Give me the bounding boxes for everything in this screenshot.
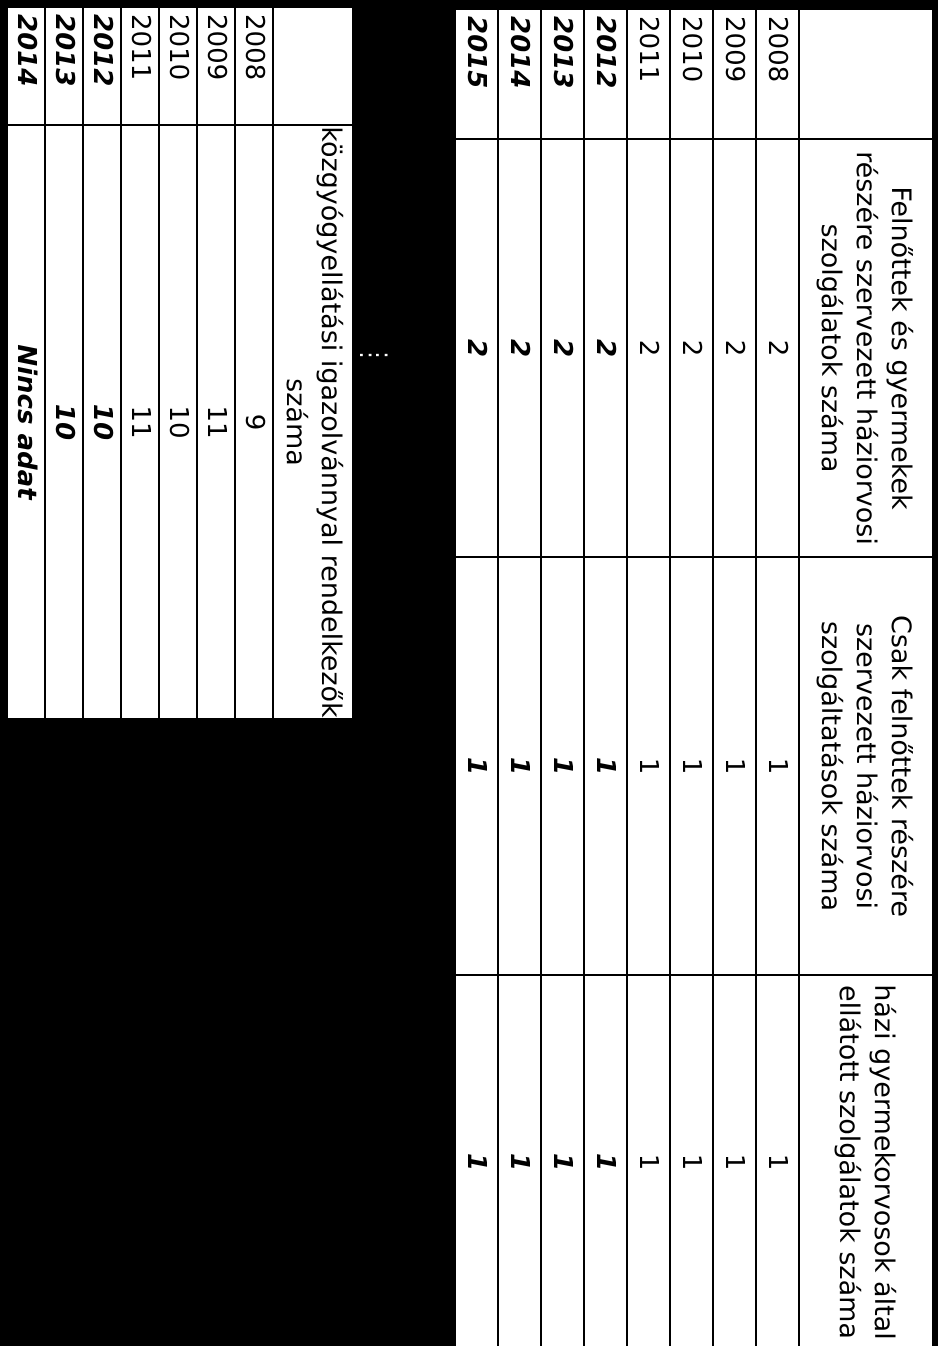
table-row: [197, 7, 235, 719]
year-cell: 2015: [455, 9, 498, 139]
header-pediatric-services: házi gyermekorvosok által ellátott szolgálatok száma: [799, 975, 933, 1346]
year-cell: 2009: [713, 9, 756, 139]
value-cell: 1: [627, 975, 670, 1346]
value-cell: 2: [541, 139, 584, 557]
value-cell: Nincs adat: [7, 125, 45, 719]
year-cell: 2013: [45, 7, 83, 125]
table-row: [541, 9, 584, 1346]
table-row: [45, 7, 83, 719]
header-mixed-services: Felnőttek és gyermekek részére szervezett háziorvosi szolgálatok száma: [799, 139, 933, 557]
header-corner: [273, 7, 353, 125]
table-row: [627, 9, 670, 1346]
year-cell: 2014: [498, 9, 541, 139]
table-row: [670, 9, 713, 1346]
year-cell: 2010: [159, 7, 197, 125]
table-row: [83, 7, 121, 719]
year-cell: 2011: [121, 7, 159, 125]
header-care-card-holders: közgyógyellátási igazolvánnyal rendelkezők száma: [273, 125, 353, 719]
table-row: [455, 9, 498, 1346]
value-cell: 2: [455, 139, 498, 557]
year-cell: 2008: [235, 7, 273, 125]
value-cell: 1: [498, 557, 541, 975]
year-cell: 2013: [541, 9, 584, 139]
value-cell: 1: [756, 557, 799, 975]
header-adult-services: Csak felnőttek részére szervezett háziorvosi szolgáltatások száma: [799, 557, 933, 975]
value-cell: 2: [584, 139, 627, 557]
value-cell: 9: [235, 125, 273, 719]
year-cell: 2009: [197, 7, 235, 125]
year-cell: 2012: [83, 7, 121, 125]
value-cell: 1: [541, 975, 584, 1346]
separator-text: : :: [354, 351, 395, 361]
value-cell: 2: [670, 139, 713, 557]
value-cell: 11: [197, 125, 235, 719]
table-row: [756, 9, 799, 1346]
value-cell: 1: [541, 557, 584, 975]
year-cell: 2011: [627, 9, 670, 139]
table-row: [713, 9, 756, 1346]
gp-services-table: [454, 8, 934, 1346]
value-cell: 1: [713, 975, 756, 1346]
value-cell: 1: [498, 975, 541, 1346]
value-cell: 10: [159, 125, 197, 719]
table-row: [121, 7, 159, 719]
table-row: [584, 9, 627, 1346]
value-cell: 2: [627, 139, 670, 557]
value-cell: 1: [584, 975, 627, 1346]
value-cell: 1: [455, 557, 498, 975]
value-cell: 1: [670, 557, 713, 975]
value-cell: 2: [713, 139, 756, 557]
table-header-row: [273, 7, 353, 719]
value-cell: 1: [584, 557, 627, 975]
value-cell: 2: [498, 139, 541, 557]
value-cell: 1: [670, 975, 713, 1346]
year-cell: 2010: [670, 9, 713, 139]
value-cell: 1: [455, 975, 498, 1346]
table-row: [159, 7, 197, 719]
value-cell: 1: [756, 975, 799, 1346]
header-corner: [799, 9, 933, 139]
value-cell: 1: [713, 557, 756, 975]
table-row: [498, 9, 541, 1346]
year-cell: 2008: [756, 9, 799, 139]
value-cell: 10: [83, 125, 121, 719]
table-header-row: [799, 9, 933, 1346]
year-cell: 2014: [7, 7, 45, 125]
separator-dots: [354, 340, 395, 372]
value-cell: 1: [627, 557, 670, 975]
value-cell: 10: [45, 125, 83, 719]
value-cell: 11: [121, 125, 159, 719]
table-row: [7, 7, 45, 719]
table-2-wrapper: [6, 6, 354, 720]
table-1-wrapper: [454, 8, 934, 1346]
value-cell: 2: [756, 139, 799, 557]
table-row: [235, 7, 273, 719]
public-care-card-table: [6, 6, 354, 720]
year-cell: 2012: [584, 9, 627, 139]
